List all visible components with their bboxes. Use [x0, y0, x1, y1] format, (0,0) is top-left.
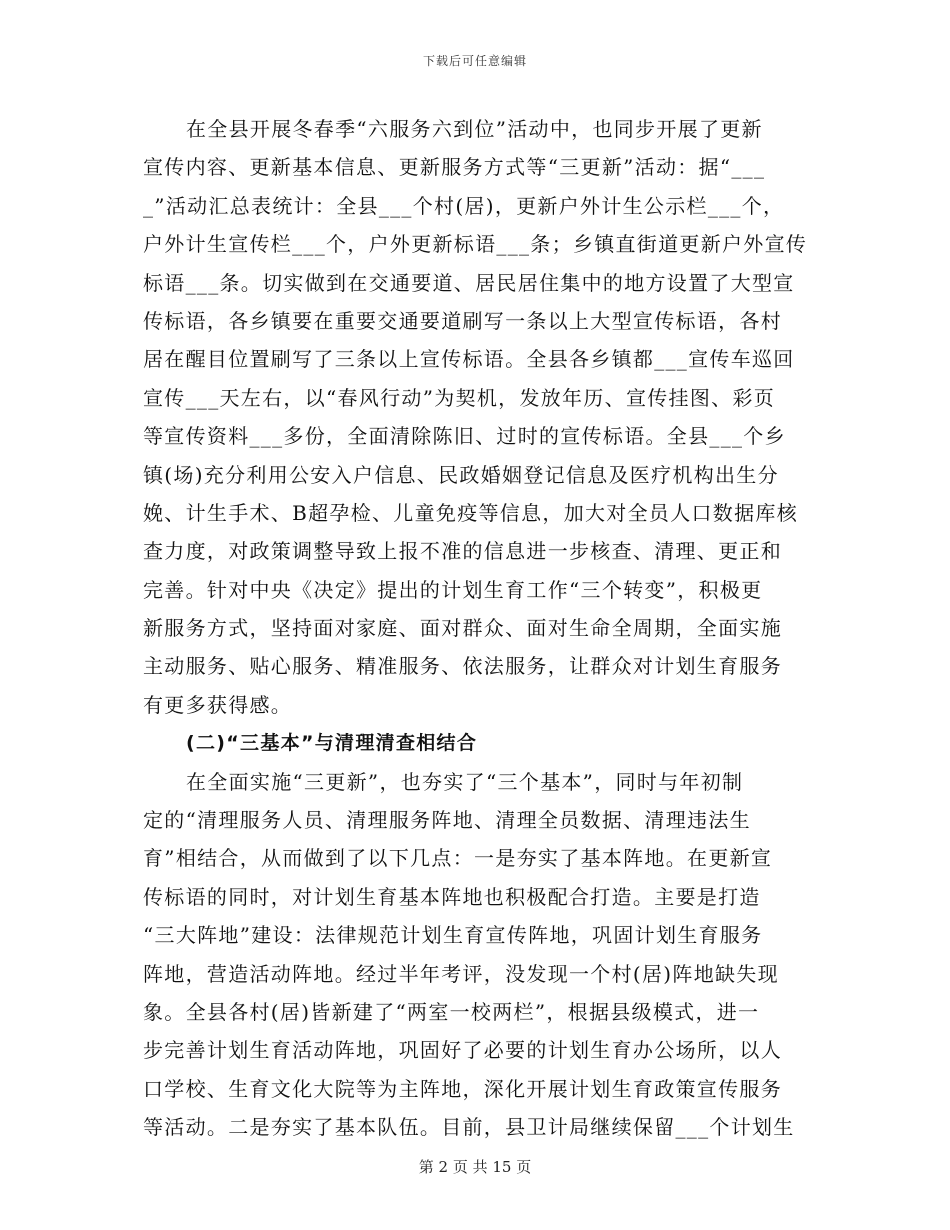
paragraph-line: _”活动汇总表统计：全县___个村(居)，更新户外计生公示栏___个， [143, 193, 785, 218]
paragraph-line: 等活动。二是夯实了基本队伍。目前，县卫计局继续保留___个计划生 [143, 1115, 795, 1140]
paragraph-line: 定的“清理服务人员、清理服务阵地、清理全员数据、清理违法生 [143, 808, 751, 833]
document-body [143, 110, 811, 1147]
paragraph-line: 象。全县各村(居)皆新建了“两室一校两栏”，根据县级模式，进一 [143, 999, 760, 1024]
paragraph-line: 等宣传资料___多份，全面清除陈旧、过时的宣传标语。全县___个乡 [143, 424, 786, 449]
paragraph-line: 在全县开展冬春季“六服务六到位”活动中，也同步开展了更新 [186, 117, 763, 141]
paragraph-line: 新服务方式，坚持面对家庭、面对群众、面对生命全周期，全面实施 [143, 616, 782, 641]
section-heading: (二)“三基本”与清理清查相结合 [186, 732, 478, 755]
paragraph-line: 步完善计划生育活动阵地，巩固好了必要的计划生育办公场所，以人 [143, 1038, 782, 1063]
paragraph-line: 在全面实施“三更新”，也夯实了“三个基本”，同时与年初制 [186, 769, 744, 794]
paragraph-line: 宣传___天左右，以“春风行动”为契机，发放年历、宣传挂图、彩页 [143, 385, 776, 410]
paragraph-line: 完善。针对中央《决定》提出的计划生育工作“三个转变”，积极更 [143, 577, 763, 602]
paragraph-line: 有更多获得感。 [143, 692, 293, 717]
paragraph-line: 娩、计生手术、B超孕检、儿童免疫等信息，加大对全员人口数据库核 [143, 500, 798, 525]
paragraph-line: 传标语，各乡镇要在重要交通要道刷写一条以上大型宣传标语，各村 [143, 308, 782, 333]
paragraph-line: 口学校、生育文化大院等为主阵地，深化开展计划生育政策宣传服务 [143, 1076, 782, 1101]
paragraph-line: 镇(场)充分利用公安入户信息、民政婚姻登记信息及医疗机构出生分 [143, 462, 779, 487]
paragraph-line: 户外计生宣传栏___个，户外更新标语___条；乡镇直街道更新户外宣传 [143, 232, 808, 257]
paragraph-line: 宣传内容、更新基本信息、更新服务方式等“三更新”活动：据“___ [143, 155, 766, 180]
page-header-note: 下载后可任意编辑 [422, 54, 527, 68]
paragraph-line: 主动服务、贴心服务、精准服务、依法服务，让群众对计划生育服务 [143, 654, 782, 679]
paragraph-line: 标语___条。切实做到在交通要道、居民居住集中的地方设置了大型宣 [143, 270, 795, 295]
paragraph-line: “三大阵地”建设：法律规范计划生育宣传阵地，巩固计划生育服务 [143, 923, 763, 948]
paragraph-line: 居在醒目位置刷写了三条以上宣传标语。全县各乡镇都___宣传车巡回 [143, 347, 795, 372]
paragraph-line: 查力度，对政策调整导致上报不准的信息进一步核查、清理、更正和 [143, 539, 782, 564]
paragraph-line: 阵地，营造活动阵地。经过半年考评，没发现一个村(居)阵地缺失现 [143, 961, 779, 986]
paragraph-line: 传标语的同时，对计划生育基本阵地也积极配合打造。主要是打造 [143, 884, 761, 909]
page-number: 第 2 页 共 15 页 [418, 1158, 532, 1176]
paragraph-line: 育”相结合，从而做到了以下几点：一是夯实了基本阵地。在更新宣 [143, 846, 773, 871]
